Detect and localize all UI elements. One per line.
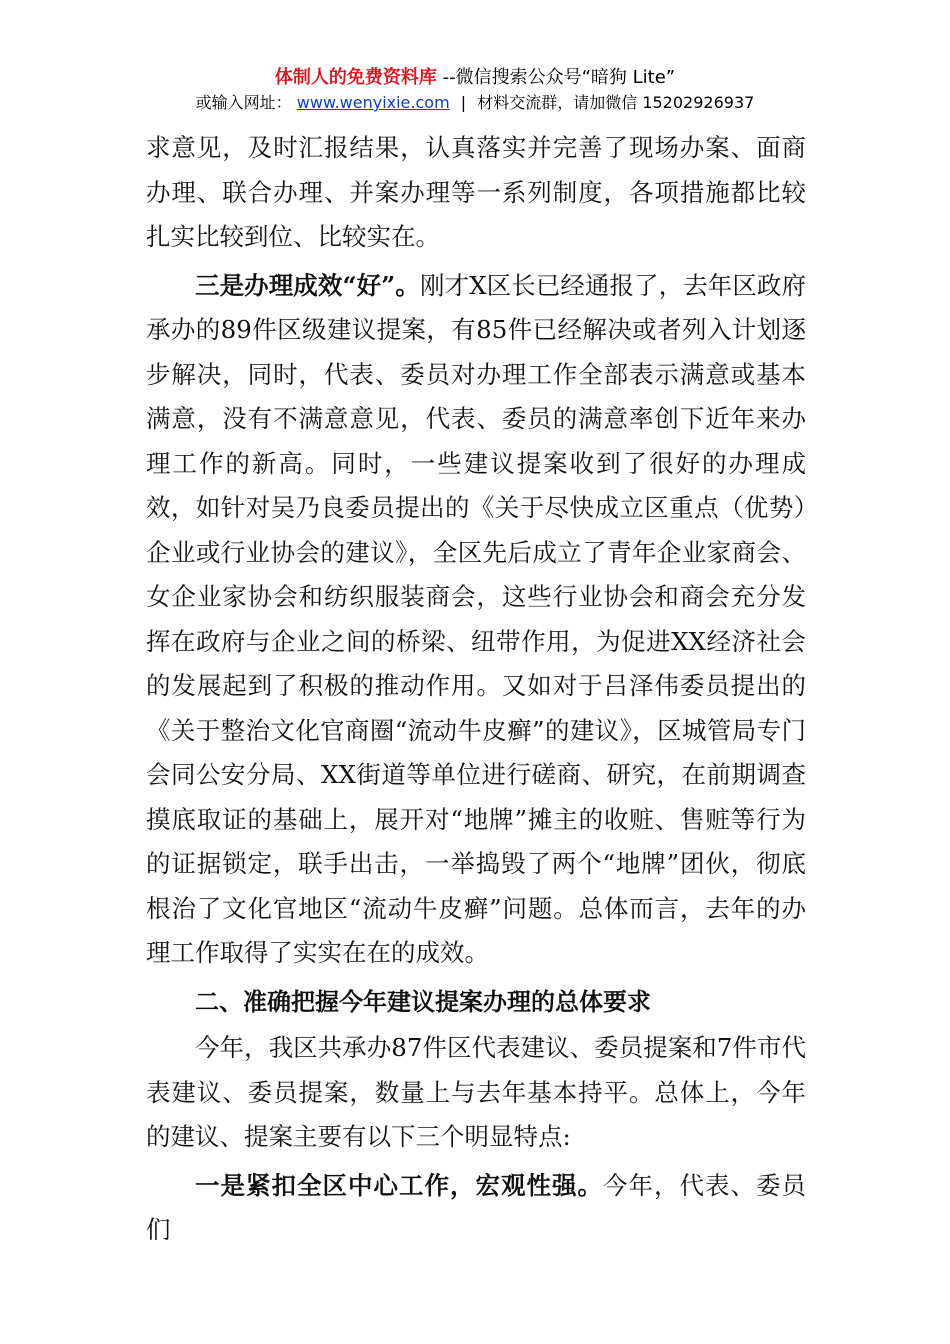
url-prefix: 或输入网址： xyxy=(195,93,292,112)
document-body xyxy=(146,126,806,1253)
section-heading-2: 二、准确把握今年建议提案办理的总体要求 xyxy=(195,987,651,1016)
header-line-1 xyxy=(0,66,950,90)
header-separator: | xyxy=(460,93,467,112)
paragraph-4 xyxy=(146,1164,806,1253)
paragraph-2-lead: 三是办理成效“好”。 xyxy=(195,270,420,300)
paragraph-1: 求意见，及时汇报结果，认真落实并完善了现场办案、面商办理、联合办理、并案办理等一系列制度，各项措施都比较扎实比较到位、比较实在。 xyxy=(146,133,806,251)
header-suffix: --微信搜索公众号“暗狗 Lite” xyxy=(442,67,676,88)
brand-name: 体制人的免费资料库 xyxy=(274,67,437,88)
paragraph-4-text: 今年，代表、委员们 xyxy=(146,1170,806,1244)
wechat-contact: 材料交流群，请加微信 15202926937 xyxy=(477,93,755,112)
header-line-2 xyxy=(0,92,950,114)
page-header xyxy=(0,66,950,114)
paragraph-4-lead: 一是紧扣全区中心工作，宏观性强。 xyxy=(195,1170,603,1200)
paragraph-3: 今年，我区共承办87件区代表建议、委员提案和7件市代表建议、委员提案，数量上与去年基本持平。总体上，今年的建议、提案主要有以下三个明显特点: xyxy=(146,1033,806,1151)
paragraph-2 xyxy=(146,264,806,976)
paragraph-2-text: 刚才X区长已经通报了，去年区政府承办的89件区级建议提案，有85件已经解决或者列入计划逐步解决，同时，代表、委员对办理工作全部表示满意或基本满意，没有不满意意见，代表、委员的满意率创下近年来办理工作的新高。同时，一些建议提案收到了很好的办理成效，如针对吴乃良委员提出的《关于尽快成立区重点（优势）企业或行业协会的建议》，全区先后成立了青年企业家商会、女企业家协会和纺织服装商会，这些行业协会和商会充分发挥在政府与企业之间的桥梁、纽带作用，为促进XX经济社会的发展起到了积极的推动作用。又如对于吕泽伟委员提出的《关于整治文化官商圈“流动牛皮癣”的建议》，区城管局专门会同公安分局、XX街道等单位进行磋商、研究，在前期调查摸底取证的基础上，展开对“地牌”摊主的收赃、售赃等行为的证据锁定，联手出击，一举捣毁了两个“地牌”团伙，彻底根治了文化官地区“流动牛皮癣”问题。总体而言，去年的办理工作取得了实实在在的成效。 xyxy=(146,270,806,967)
website-link[interactable]: www.wenyixie.com xyxy=(296,93,450,112)
